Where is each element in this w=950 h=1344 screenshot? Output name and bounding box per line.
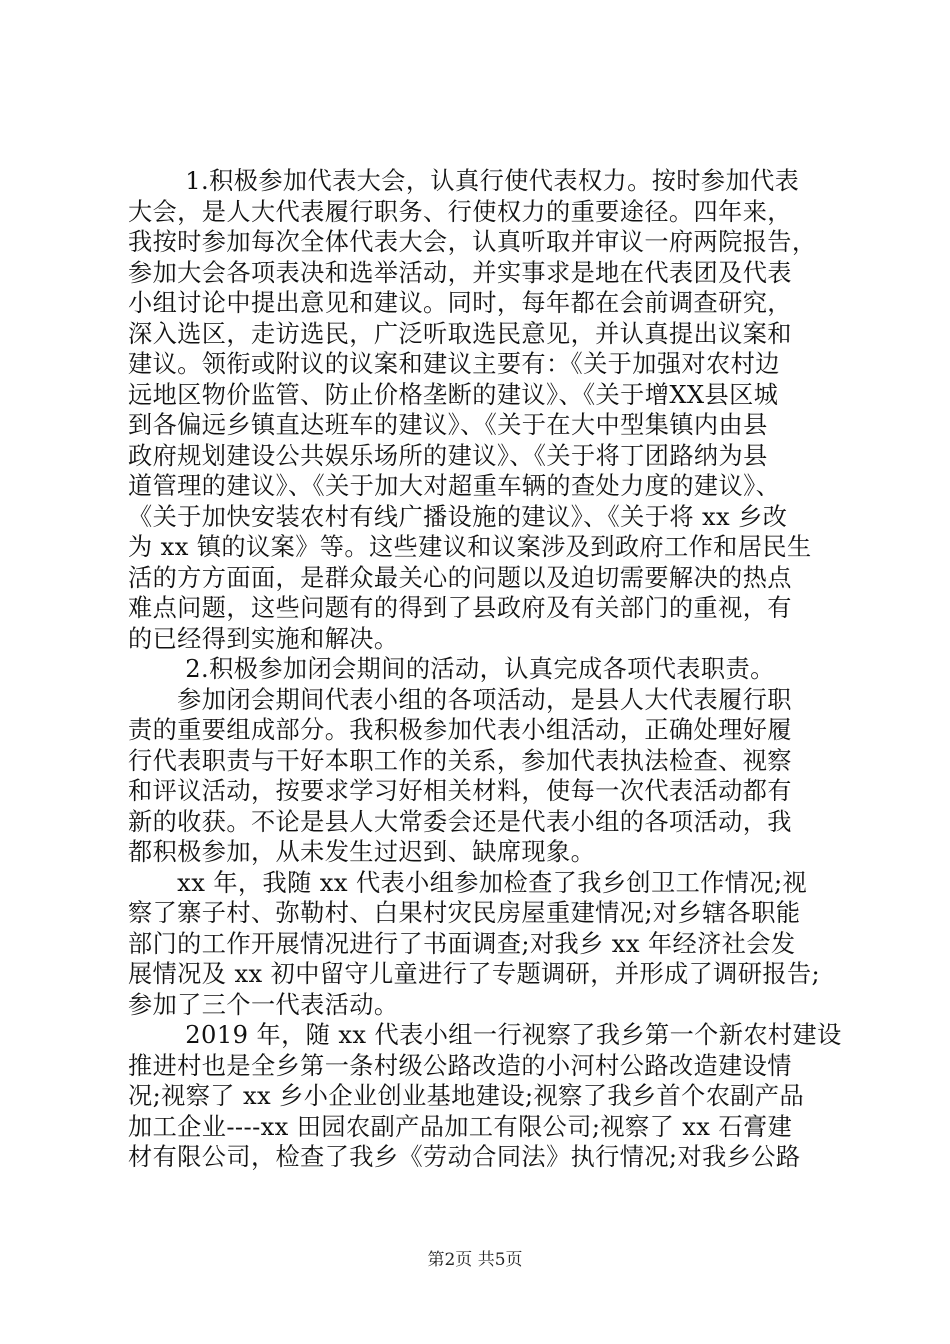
text-line: 新的收获。不论是县人大常委会还是代表小组的各项活动，我: [128, 807, 792, 836]
text-line: 材有限公司，检查了我乡《劳动合同法》执行情况;对我乡公路: [128, 1143, 801, 1171]
text-line: 道管理的建议》、《关于加大对超重车辆的查处力度的建议》、: [128, 472, 781, 500]
text-line: 难点问题，这些问题有的得到了县政府及有关部门的重视，有: [128, 594, 792, 622]
text-line: 推进村也是全乡第一条村级公路改造的小河村公路改造建设情: [128, 1051, 792, 1080]
text-line: 到各偏远乡镇直达班车的建议》、《关于在大中型集镇内由县: [128, 411, 768, 439]
text-line: 行代表职责与干好本职工作的关系，参加代表执法检查、视察: [128, 746, 792, 775]
text-line: 2019 年，随 xx 代表小组一行视察了我乡第一个新农村建设: [128, 1021, 842, 1049]
text-line: 《关于加快安装农村有线广播设施的建议》、《关于将 xx 乡改: [128, 502, 788, 531]
text-line: 部门的工作开展情况进行了书面调查;对我乡 xx 年经济社会发: [128, 929, 796, 958]
text-line: 我按时参加每次全体代表大会，认真听取并审议一府两院报告，: [128, 228, 817, 256]
text-line: 参加了三个一代表活动。: [128, 990, 399, 1019]
text-line: 政府规划建设公共娱乐场所的建议》、《关于将丁团路纳为县: [128, 441, 768, 470]
text-line: xx 年，我随 xx 代表小组参加检查了我乡创卫工作情况;视: [128, 868, 808, 897]
text-line: 远地区物价监管、防止价格垄断的建议》、《关于增XX县区城: [128, 380, 779, 409]
text-line: 大会，是人大代表履行职务、行使权力的重要途径。四年来，: [128, 197, 792, 226]
text-line: 深入选区，走访选民，广泛听取选民意见，并认真提出议案和: [128, 319, 792, 348]
text-line: 参加大会各项表决和选举活动，并实事求是地在代表团及代表: [128, 258, 792, 287]
page-footer: 第2页 共5页: [427, 1250, 523, 1270]
text-line: 展情况及 xx 初中留守儿童进行了专题调研，并形成了调研报告;: [128, 960, 821, 988]
document-body: [128, 166, 842, 1173]
text-line: 都积极参加，从未发生过迟到、缺席现象。: [128, 838, 596, 866]
text-line: 参加闭会期间代表小组的各项活动，是县人大代表履行职: [128, 685, 792, 714]
text-line: 建议。领衔或附议的议案和建议主要有：《关于加强对农村边: [128, 350, 780, 378]
text-line: 小组讨论中提出意见和建议。同时，每年都在会前调查研究，: [128, 289, 792, 317]
text-line: 况;视察了 xx 乡小企业创业基地建设;视察了我乡首个农副产品: [128, 1082, 805, 1110]
text-line: 加工企业----xx 田园农副产品加工有限公司;视察了 xx 石膏建: [128, 1112, 793, 1141]
text-line: 察了寨子村、弥勒村、白果村灾民房屋重建情况;对乡辖各职能: [128, 899, 801, 927]
text-line: 的已经得到实施和解决。: [128, 624, 399, 653]
text-line: 和评议活动，按要求学习好相关材料，使每一次代表活动都有: [128, 777, 792, 805]
text-line: 为 xx 镇的议案》等。这些建议和议案涉及到政府工作和居民生: [128, 533, 812, 561]
text-line: 1.积极参加代表大会，认真行使代表权力。按时参加代表: [128, 167, 800, 195]
text-line: 活的方方面面，是群众最关心的问题以及迫切需要解决的热点: [128, 563, 792, 592]
text-line: 责的重要组成部分。我积极参加代表小组活动，正确处理好履: [128, 716, 792, 744]
text-line: 2.积极参加闭会期间的活动，认真完成各项代表职责。: [128, 655, 775, 683]
